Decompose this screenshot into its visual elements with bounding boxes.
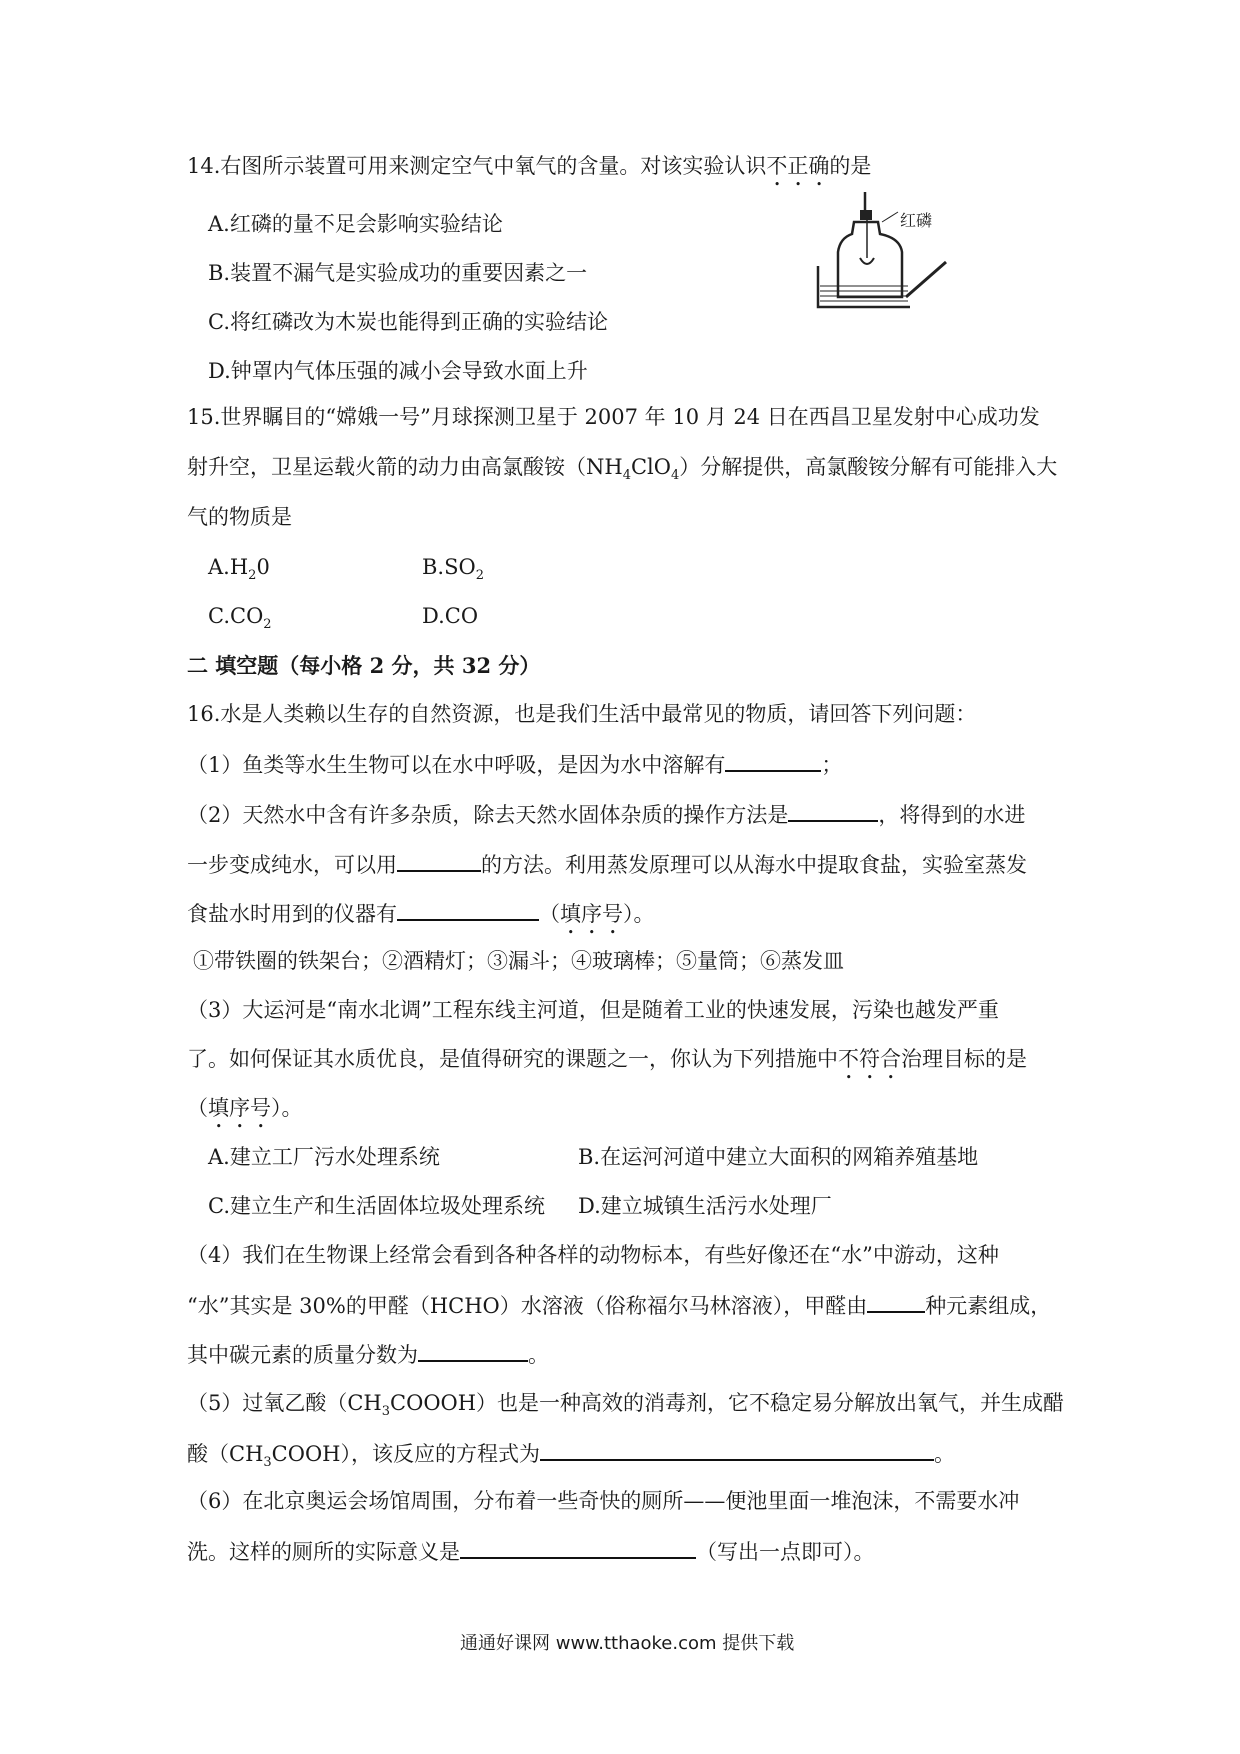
figure-label-red-phosphorus: 红磷 — [900, 211, 933, 230]
q15-option-a: $A.H_20$ — [208, 555, 270, 584]
q16-part-5-line-1: （5）过氧乙酸$(CH_3COOOH)$也是一种高效的消毒剂，它不稳定易分解放出氧气，并生成醋 — [187, 1391, 1065, 1420]
q16-part-6-line-2: 洗。这样的厕所的实际意义是 （写出一点即可）。 — [187, 1535, 875, 1567]
q16-part-4-line-1: （4）我们在生物课上经常会看到各种各样的动物标本，有些好像还在“水”中游动，这种 — [187, 1243, 999, 1267]
q16-part-6-line-1: （6）在北京奥运会场馆周围，分布着一些奇快的厕所——便池里面一堆泡沫，不需要水冲 — [187, 1489, 1020, 1513]
q16-part-2-line-1: （2）天然水中含有许多杂质，除去天然水固体杂质的操作方法是 ，将得到的水进 — [187, 798, 1025, 830]
q16-part-3-line-1: （3）大运河是“南水北调”工程东线主河道，但是随着工业的快速发展，污染也越发严重 — [187, 998, 999, 1022]
q16-part-3-option-d: D.建立城镇生活污水处理厂 — [578, 1194, 832, 1218]
q16-part-1: （1）鱼类等水生生物可以在水中呼吸，是因为水中溶解有 ； — [187, 748, 842, 780]
q15-line-2: 射升空，卫星运载火箭的动力由高氯酸铵$(NH_4ClO_4)$分解提供，高氯酸铵分解有可能排入大 — [187, 455, 1058, 484]
answer-blank[interactable] — [397, 848, 481, 872]
q16-part-3-line-2: 了。如何保证其水质优良，是值得研究的课题之一，你认为下列措施中不符合治理目标的是 — [187, 1047, 1027, 1071]
q16-part-2-line-3: 食盐水时用到的仪器有 （填序号）。 — [187, 897, 655, 939]
q16-part-3-option-c: C.建立生产和生活固体垃圾处理系统 — [208, 1194, 545, 1218]
q14-option-d: D.钟罩内气体压强的减小会导致水面上升 — [208, 359, 588, 383]
q14-stem: 14.右图所示装置可用来测定空气中氧气的含量。对该实验认识不正确的是 — [187, 154, 872, 178]
q16-part-4-line-3: 其中碳元素的质量分数为 。 — [187, 1338, 549, 1370]
answer-blank[interactable] — [725, 748, 821, 772]
section-2-title: 二 填空题（每小格 2 分，共 32 分） — [187, 653, 541, 678]
q16-instrument-list: ①带铁圈的铁架台；②酒精灯；③漏斗；④玻璃棒；⑤量筒；⑥蒸发皿 — [193, 949, 844, 973]
answer-blank[interactable] — [460, 1535, 696, 1559]
q15-option-d: D.CO — [422, 604, 479, 628]
q16-part-3-line-3: （填序号）。 — [187, 1096, 303, 1120]
oxygen-apparatus-figure — [810, 192, 970, 322]
q16-part-3-option-b: B.在运河河道中建立大面积的网箱养殖基地 — [578, 1145, 979, 1169]
q16-stem: 16.水是人类赖以生存的自然资源，也是我们生活中最常见的物质，请回答下列问题： — [187, 702, 977, 726]
answer-blank[interactable] — [867, 1289, 925, 1313]
q14-option-c: C.将红磷改为木炭也能得到正确的实验结论 — [208, 310, 608, 334]
q16-part-3-option-a: A.建立工厂污水处理系统 — [208, 1145, 440, 1169]
q15-option-c: $C.CO_2$ — [208, 604, 272, 633]
answer-blank[interactable] — [418, 1338, 528, 1362]
q16-part-2-line-2: 一步变成纯水，可以用 的方法。利用蒸发原理可以从海水中提取食盐，实验室蒸发 — [187, 848, 1027, 880]
q15-line-1: 15.世界瞩目的“嫦娥一号”月球探测卫星于 2007 年 10 月 24 日在西昌卫星发射中心成功发 — [187, 405, 1040, 429]
q14-option-a: A.红磷的量不足会影响实验结论 — [208, 212, 503, 236]
q15-option-b: $B.SO_2$ — [422, 555, 484, 584]
answer-blank[interactable] — [540, 1437, 934, 1461]
q16-part-4-line-2: “水”其实是 30%的甲醛（HCHO）水溶液（俗称福尔马林溶液），甲醛由 种元素组成， — [187, 1289, 1051, 1321]
q16-part-5-line-2: 酸$(CH_3COOH)$，该反应的方程式为 。 — [187, 1437, 955, 1469]
answer-blank[interactable] — [788, 798, 878, 822]
footer-download-credit: 通通好课网 www.tthaoke.com 提供下载 — [460, 1633, 795, 1654]
answer-blank[interactable] — [397, 897, 539, 921]
q14-option-b: B.装置不漏气是实验成功的重要因素之一 — [208, 261, 588, 285]
q15-line-3: 气的物质是 — [187, 505, 292, 529]
